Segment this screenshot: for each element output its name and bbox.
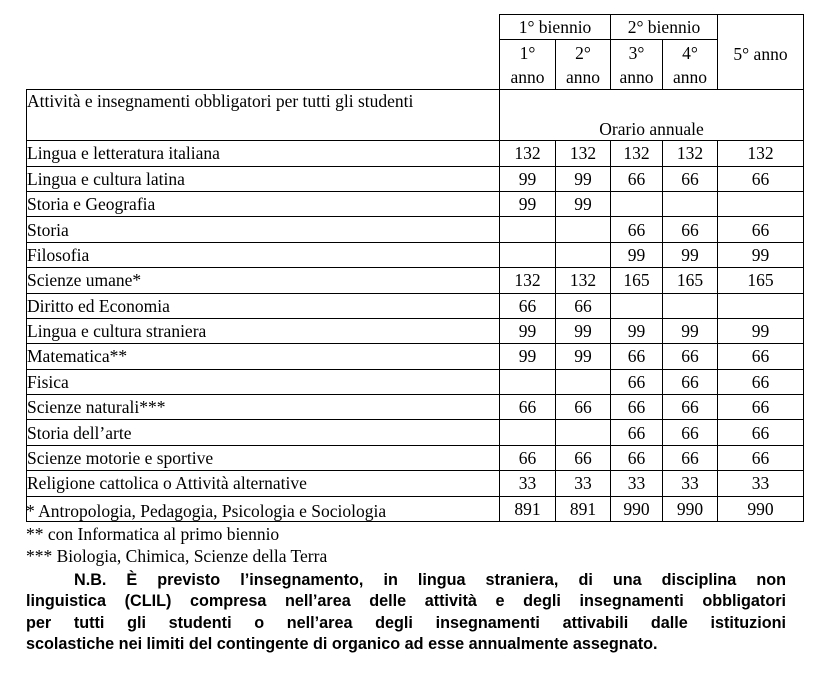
hours-cell: 99 (500, 166, 556, 191)
hours-cell (500, 420, 556, 445)
hours-cell: 66 (500, 293, 556, 318)
subject-name: Lingua e cultura straniera (27, 318, 500, 343)
hours-cell (500, 242, 556, 267)
hours-cell (556, 242, 611, 267)
subject-name: Lingua e letteratura italiana (27, 141, 500, 166)
hours-cell: 66 (718, 344, 804, 369)
hours-cell: 99 (556, 191, 611, 216)
table-row (27, 445, 804, 470)
header-anno-3: anno (611, 65, 663, 90)
table-row (27, 471, 804, 496)
hours-cell: 99 (556, 344, 611, 369)
header-year-2: 2° (556, 40, 611, 65)
header-year-5: 5° anno (718, 15, 804, 90)
hours-cell (556, 369, 611, 394)
hours-cell: 99 (500, 191, 556, 216)
hours-cell: 99 (663, 242, 718, 267)
footnote-matematica: ** con Informatica al primo biennio (26, 523, 280, 544)
table-row (27, 141, 804, 166)
hours-cell (718, 191, 804, 216)
hours-cell: 66 (718, 217, 804, 242)
total-cell: 891 (556, 496, 611, 521)
table-row (27, 369, 804, 394)
footnote-scienze-umane: * Antropologia, Pedagogia, Psicologia e Sociologia (26, 501, 387, 521)
hours-cell (611, 293, 663, 318)
table-row (27, 242, 804, 267)
subject-name: Matematica** (27, 344, 500, 369)
hours-cell: 66 (663, 166, 718, 191)
hours-cell: 66 (556, 445, 611, 470)
hours-cell: 33 (663, 471, 718, 496)
hours-cell: 66 (663, 217, 718, 242)
hours-cell: 33 (718, 471, 804, 496)
table-row (27, 217, 804, 242)
hours-cell: 132 (663, 141, 718, 166)
subject-name: Storia e Geografia (27, 191, 500, 216)
hours-cell: 99 (718, 318, 804, 343)
subject-name: Storia (27, 217, 500, 242)
hours-cell: 66 (611, 420, 663, 445)
hours-cell: 66 (663, 395, 718, 420)
hours-cell: 66 (663, 445, 718, 470)
hours-cell (718, 293, 804, 318)
hours-cell (556, 420, 611, 445)
hours-cell: 66 (500, 395, 556, 420)
hours-cell: 66 (718, 395, 804, 420)
hours-cell: 99 (718, 242, 804, 267)
table-row (27, 166, 804, 191)
hours-cell: 165 (611, 268, 663, 293)
subject-name: Diritto ed Economia (27, 293, 500, 318)
hours-cell: 66 (663, 420, 718, 445)
hours-cell: 99 (556, 166, 611, 191)
subject-name: Lingua e cultura latina (27, 166, 500, 191)
subject-name: Storia dell’arte (27, 420, 500, 445)
header-biennio-2: 2° biennio (611, 15, 718, 40)
header-anno-1: anno (500, 65, 556, 90)
subject-name: Religione cattolica o Attività alternative (27, 471, 500, 496)
table-row (27, 191, 804, 216)
hours-cell: 132 (556, 268, 611, 293)
header-anno-2: anno (556, 65, 611, 90)
hours-cell: 99 (611, 242, 663, 267)
header-anno-4: anno (663, 65, 718, 90)
hours-cell: 165 (663, 268, 718, 293)
orario-annuale-label: Orario annuale (500, 90, 804, 141)
hours-cell: 66 (500, 445, 556, 470)
header-year-4: 4° (663, 40, 718, 65)
hours-cell: 99 (500, 344, 556, 369)
table-row (27, 395, 804, 420)
hours-cell: 66 (718, 166, 804, 191)
nb-line-1: N.B. È previsto l’insegnamento, in lingua straniera, di una disciplina non (74, 570, 786, 589)
nb-line-3: per tutti gli studenti o nell’area degli insegnamenti attivabili dalle istituzioni (26, 613, 786, 632)
hours-cell: 66 (611, 166, 663, 191)
nb-clil-paragraph (26, 570, 786, 656)
hours-cell (663, 293, 718, 318)
subject-name: Fisica (27, 369, 500, 394)
total-cell: 891 (500, 496, 556, 521)
intro-label: Attività e insegnamenti obbligatori per tutti gli studenti (27, 90, 500, 141)
hours-cell: 132 (556, 141, 611, 166)
subject-name: Scienze motorie e sportive (27, 445, 500, 470)
subject-name: Filosofia (27, 242, 500, 267)
hours-cell (500, 369, 556, 394)
hours-cell: 132 (611, 141, 663, 166)
table-row (27, 268, 804, 293)
total-cell: 990 (663, 496, 718, 521)
hours-cell: 132 (500, 141, 556, 166)
table-row (27, 344, 804, 369)
hours-cell (500, 217, 556, 242)
hours-cell: 66 (611, 395, 663, 420)
hours-cell: 66 (611, 344, 663, 369)
hours-cell: 165 (718, 268, 804, 293)
hours-cell: 66 (556, 293, 611, 318)
total-cell: 990 (718, 496, 804, 521)
hours-cell: 66 (611, 369, 663, 394)
header-year-3: 3° (611, 40, 663, 65)
nb-line-2: linguistica (CLIL) compresa nell’area delle attività e degli insegnamenti obbligatori (26, 592, 786, 610)
subject-name: Scienze umane* (27, 268, 500, 293)
header-row-biennio (27, 15, 804, 40)
hours-cell: 66 (718, 420, 804, 445)
table-row (27, 420, 804, 445)
hours-cell: 66 (718, 445, 804, 470)
header-year-1: 1° (500, 40, 556, 65)
hours-cell: 33 (611, 471, 663, 496)
curriculum-table (26, 14, 804, 522)
hours-cell: 66 (663, 344, 718, 369)
subject-name: Scienze naturali*** (27, 395, 500, 420)
hours-cell: 132 (500, 268, 556, 293)
intro-row (27, 90, 804, 141)
hours-cell: 99 (500, 318, 556, 343)
hours-cell: 66 (611, 217, 663, 242)
hours-cell (663, 191, 718, 216)
hours-cell: 66 (718, 369, 804, 394)
hours-cell: 33 (500, 471, 556, 496)
total-cell: 990 (611, 496, 663, 521)
hours-cell (556, 217, 611, 242)
table-row (27, 293, 804, 318)
notes-section (26, 500, 786, 656)
hours-cell: 66 (611, 445, 663, 470)
hours-cell: 99 (663, 318, 718, 343)
hours-cell: 99 (611, 318, 663, 343)
hours-cell: 99 (556, 318, 611, 343)
footnote-scienze-naturali: *** Biologia, Chimica, Scienze della Terra (26, 546, 328, 566)
hours-cell: 66 (556, 395, 611, 420)
hours-cell: 132 (718, 141, 804, 166)
hours-cell: 33 (556, 471, 611, 496)
nb-line-4: scolastiche nei limiti del contingente di organico ad esse annualmente assegnato. (26, 635, 658, 653)
hours-cell: 66 (663, 369, 718, 394)
hours-cell (611, 191, 663, 216)
header-biennio-1: 1° biennio (500, 15, 611, 40)
table-row (27, 318, 804, 343)
